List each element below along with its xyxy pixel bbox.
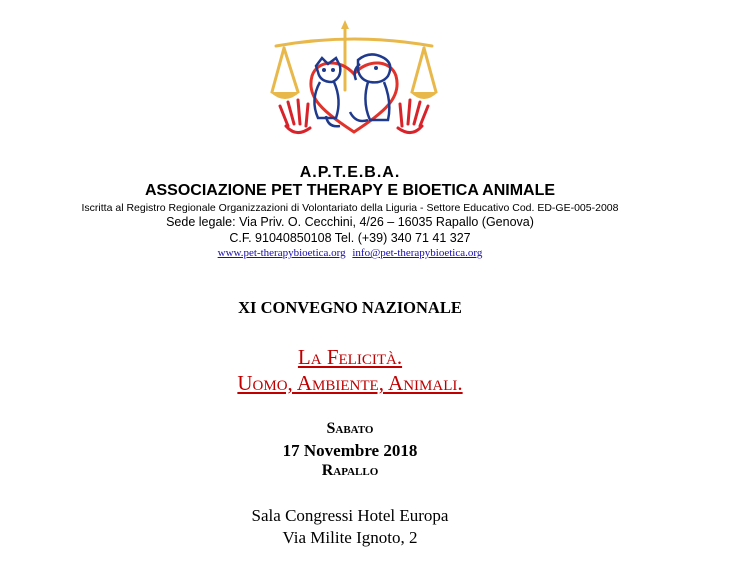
contact-links <box>0 247 700 259</box>
event-title-line2: Uomo, Ambiente, Animali. <box>237 371 463 395</box>
event-title-line1: La Felicità. <box>297 345 403 369</box>
convention-heading: XI CONVEGNO NAZIONALE <box>238 298 462 317</box>
event-date: 17 Novembre 2018 <box>282 441 418 460</box>
website-link[interactable]: www.pet-therapybioetica.org <box>217 247 346 259</box>
tax-code-and-phone: C.F. 91040850108 Tel. (+39) 340 71 41 327 <box>229 231 471 245</box>
registry-note: Iscritta al Registro Regionale Organizzazioni di Volontariato della Liguria - Settore Educativo Cod. ED-GE-005-2008 <box>81 202 619 214</box>
event-venue: Sala Congressi Hotel Europa <box>251 506 449 525</box>
email-link[interactable]: info@pet-therapybioetica.org <box>352 247 483 259</box>
event-day: Sabato <box>326 420 374 437</box>
legal-seat: Sede legale: Via Priv. O. Cecchini, 4/26 – 16035 Rapallo (Genova) <box>166 215 534 229</box>
association-acronym: A.P.T.E.B.A. <box>299 164 401 181</box>
association-name: ASSOCIAZIONE PET THERAPY E BIOETICA ANIMALE <box>144 182 556 199</box>
event-street: Via Milite Ignoto, 2 <box>282 528 418 547</box>
scales-heart-animals-logo <box>266 20 442 138</box>
event-city: Rapallo <box>321 462 379 479</box>
